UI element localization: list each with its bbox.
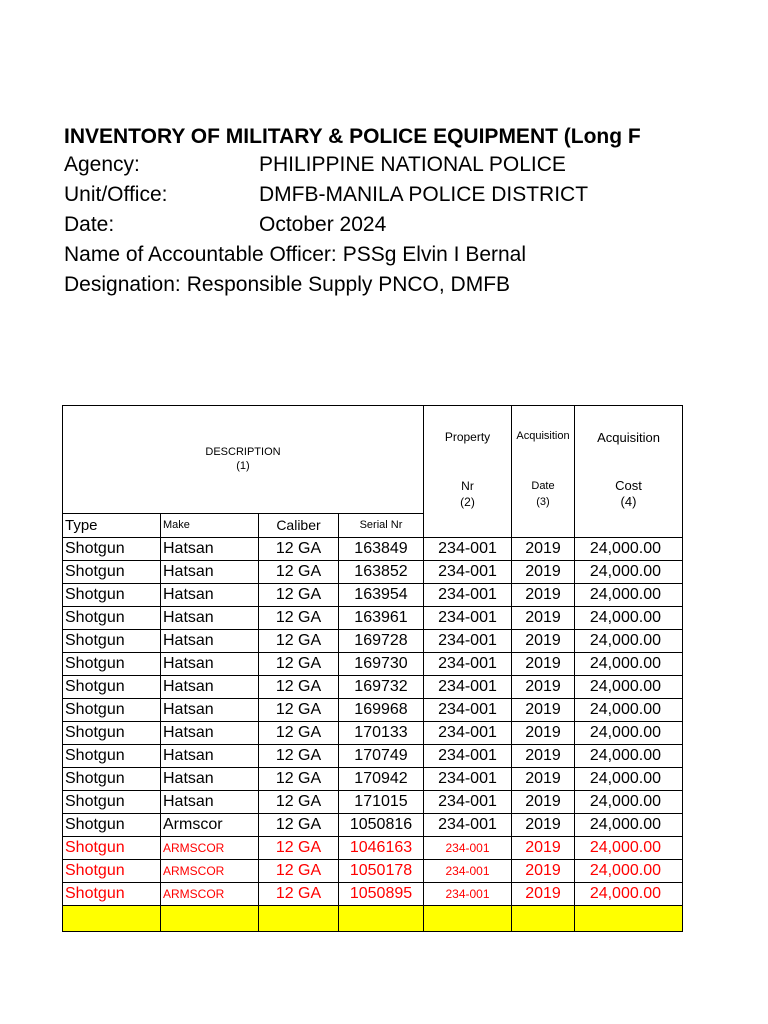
table-row <box>63 538 683 561</box>
header-row <box>63 406 683 514</box>
cell-type: Shotgun <box>63 791 161 814</box>
cell-make: Hatsan <box>161 630 259 653</box>
cell-caliber: 12 GA <box>259 883 339 906</box>
cell-type: Shotgun <box>63 883 161 906</box>
cell-property: 234-001 <box>424 538 512 561</box>
cell-make: Armscor <box>161 814 259 837</box>
cell-date: 2019 <box>512 768 575 791</box>
cell-serial: 163849 <box>339 538 424 561</box>
cell-type: Shotgun <box>63 745 161 768</box>
cell-serial: 163954 <box>339 584 424 607</box>
table-row <box>63 676 683 699</box>
date-label: Date: <box>64 213 115 236</box>
cell-cost: 24,000.00 <box>575 745 683 768</box>
cell-make: Hatsan <box>161 653 259 676</box>
cell-type: Shotgun <box>63 722 161 745</box>
cell-caliber: 12 GA <box>259 837 339 860</box>
cell-property: 234-001 <box>424 584 512 607</box>
cell-make: Hatsan <box>161 768 259 791</box>
cell-serial: 163852 <box>339 561 424 584</box>
cell-date: 2019 <box>512 860 575 883</box>
cell-type: Shotgun <box>63 607 161 630</box>
cell-property: 234-001 <box>424 768 512 791</box>
cell-serial: 1050816 <box>339 814 424 837</box>
cell-cost: 24,000.00 <box>575 883 683 906</box>
designation-value: Responsible Supply PNCO, DMFB <box>186 273 511 296</box>
cell-type: Shotgun <box>63 699 161 722</box>
agency-label: Agency: <box>64 153 140 176</box>
cell-serial: 170942 <box>339 768 424 791</box>
officer-label: Name of Accountable Officer: <box>64 243 337 266</box>
description-header: DESCRIPTION (1) <box>63 406 424 514</box>
cell-caliber: 12 GA <box>259 630 339 653</box>
cell-make: Hatsan <box>161 699 259 722</box>
table-row <box>63 814 683 837</box>
cell-date: 2019 <box>512 722 575 745</box>
cell-cost: 24,000.00 <box>575 860 683 883</box>
table-row <box>63 561 683 584</box>
cell-date: 2019 <box>512 883 575 906</box>
cell-serial: 169728 <box>339 630 424 653</box>
type-header: Type <box>63 513 161 537</box>
cell-serial: 1050895 <box>339 883 424 906</box>
table-row <box>63 768 683 791</box>
cell-date: 2019 <box>512 699 575 722</box>
cell-cost: 24,000.00 <box>575 699 683 722</box>
cell-serial: 169732 <box>339 676 424 699</box>
cell-make: ARMSCOR <box>161 883 259 906</box>
table-row <box>63 584 683 607</box>
table-row <box>63 699 683 722</box>
table-row <box>63 837 683 860</box>
cell-property: 234-001 <box>424 883 512 906</box>
acquisition-cost-header: Acquisition Cost (4) <box>575 406 683 538</box>
cell-type: Shotgun <box>63 676 161 699</box>
acquisition-date-header: Acquisition Date (3) <box>512 406 575 538</box>
serial-header: Serial Nr <box>339 513 424 537</box>
cell-type: Shotgun <box>63 768 161 791</box>
cell-date: 2019 <box>512 561 575 584</box>
table-row <box>63 653 683 676</box>
cell-cost: 24,000.00 <box>575 722 683 745</box>
cell-serial: 1046163 <box>339 837 424 860</box>
cell-cost: 24,000.00 <box>575 584 683 607</box>
cell-serial: 170133 <box>339 722 424 745</box>
cell-serial: 1050178 <box>339 860 424 883</box>
table-row <box>63 791 683 814</box>
table-row <box>63 745 683 768</box>
officer-value: PSSg Elvin I Bernal <box>342 243 527 266</box>
cell-property: 234-001 <box>424 837 512 860</box>
property-header: Property Nr (2) <box>424 406 512 538</box>
cell-make: Hatsan <box>161 722 259 745</box>
cell-caliber: 12 GA <box>259 538 339 561</box>
document-title: INVENTORY OF MILITARY & POLICE EQUIPMENT (Long F <box>64 125 641 148</box>
cell-make: Hatsan <box>161 745 259 768</box>
cell-type: Shotgun <box>63 561 161 584</box>
officer-row <box>64 240 526 270</box>
table-row <box>63 883 683 906</box>
blank-highlight-row <box>63 906 683 932</box>
cell-type: Shotgun <box>63 653 161 676</box>
designation-label: Designation: <box>64 273 181 296</box>
caliber-header: Caliber <box>259 513 339 537</box>
cell-property: 234-001 <box>424 676 512 699</box>
cell-property: 234-001 <box>424 561 512 584</box>
unit-row <box>64 180 589 210</box>
unit-label: Unit/Office: <box>64 183 168 206</box>
table-row <box>63 860 683 883</box>
cell-caliber: 12 GA <box>259 584 339 607</box>
cell-caliber: 12 GA <box>259 768 339 791</box>
cell-make: Hatsan <box>161 584 259 607</box>
cell-date: 2019 <box>512 814 575 837</box>
cell-serial: 171015 <box>339 791 424 814</box>
cell-cost: 24,000.00 <box>575 837 683 860</box>
cell-type: Shotgun <box>63 837 161 860</box>
table-row <box>63 722 683 745</box>
cell-cost: 24,000.00 <box>575 653 683 676</box>
cell-type: Shotgun <box>63 860 161 883</box>
cell-cost: 24,000.00 <box>575 814 683 837</box>
cell-property: 234-001 <box>424 607 512 630</box>
cell-caliber: 12 GA <box>259 814 339 837</box>
cell-caliber: 12 GA <box>259 745 339 768</box>
table-row <box>63 607 683 630</box>
cell-cost: 24,000.00 <box>575 676 683 699</box>
cell-date: 2019 <box>512 745 575 768</box>
unit-value: DMFB-MANILA POLICE DISTRICT <box>259 183 589 206</box>
cell-caliber: 12 GA <box>259 791 339 814</box>
cell-type: Shotgun <box>63 630 161 653</box>
agency-value: PHILIPPINE NATIONAL POLICE <box>259 153 566 176</box>
cell-make: Hatsan <box>161 607 259 630</box>
cell-property: 234-001 <box>424 745 512 768</box>
cell-date: 2019 <box>512 607 575 630</box>
date-value: October 2024 <box>259 213 387 236</box>
cell-type: Shotgun <box>63 538 161 561</box>
cell-caliber: 12 GA <box>259 722 339 745</box>
cell-property: 234-001 <box>424 630 512 653</box>
cell-make: ARMSCOR <box>161 860 259 883</box>
agency-row <box>64 150 566 180</box>
cell-caliber: 12 GA <box>259 676 339 699</box>
cell-serial: 169968 <box>339 699 424 722</box>
cell-cost: 24,000.00 <box>575 768 683 791</box>
cell-property: 234-001 <box>424 699 512 722</box>
cell-type: Shotgun <box>63 584 161 607</box>
cell-date: 2019 <box>512 791 575 814</box>
designation-row <box>64 270 510 300</box>
cell-date: 2019 <box>512 837 575 860</box>
cell-cost: 24,000.00 <box>575 561 683 584</box>
cell-property: 234-001 <box>424 653 512 676</box>
cell-cost: 24,000.00 <box>575 791 683 814</box>
cell-serial: 163961 <box>339 607 424 630</box>
cell-cost: 24,000.00 <box>575 607 683 630</box>
cell-caliber: 12 GA <box>259 653 339 676</box>
cell-property: 234-001 <box>424 860 512 883</box>
cell-make: Hatsan <box>161 676 259 699</box>
cell-make: Hatsan <box>161 561 259 584</box>
make-header: Make <box>161 513 259 537</box>
cell-caliber: 12 GA <box>259 860 339 883</box>
cell-caliber: 12 GA <box>259 607 339 630</box>
cell-property: 234-001 <box>424 814 512 837</box>
cell-serial: 169730 <box>339 653 424 676</box>
table-row <box>63 630 683 653</box>
cell-date: 2019 <box>512 630 575 653</box>
cell-make: Hatsan <box>161 791 259 814</box>
cell-caliber: 12 GA <box>259 561 339 584</box>
cell-date: 2019 <box>512 584 575 607</box>
cell-type: Shotgun <box>63 814 161 837</box>
cell-make: Hatsan <box>161 538 259 561</box>
cell-make: ARMSCOR <box>161 837 259 860</box>
cell-property: 234-001 <box>424 791 512 814</box>
cell-date: 2019 <box>512 538 575 561</box>
cell-caliber: 12 GA <box>259 699 339 722</box>
date-row <box>64 210 387 240</box>
cell-cost: 24,000.00 <box>575 630 683 653</box>
cell-property: 234-001 <box>424 722 512 745</box>
cell-cost: 24,000.00 <box>575 538 683 561</box>
cell-date: 2019 <box>512 653 575 676</box>
cell-serial: 170749 <box>339 745 424 768</box>
inventory-table <box>62 405 683 932</box>
cell-date: 2019 <box>512 676 575 699</box>
